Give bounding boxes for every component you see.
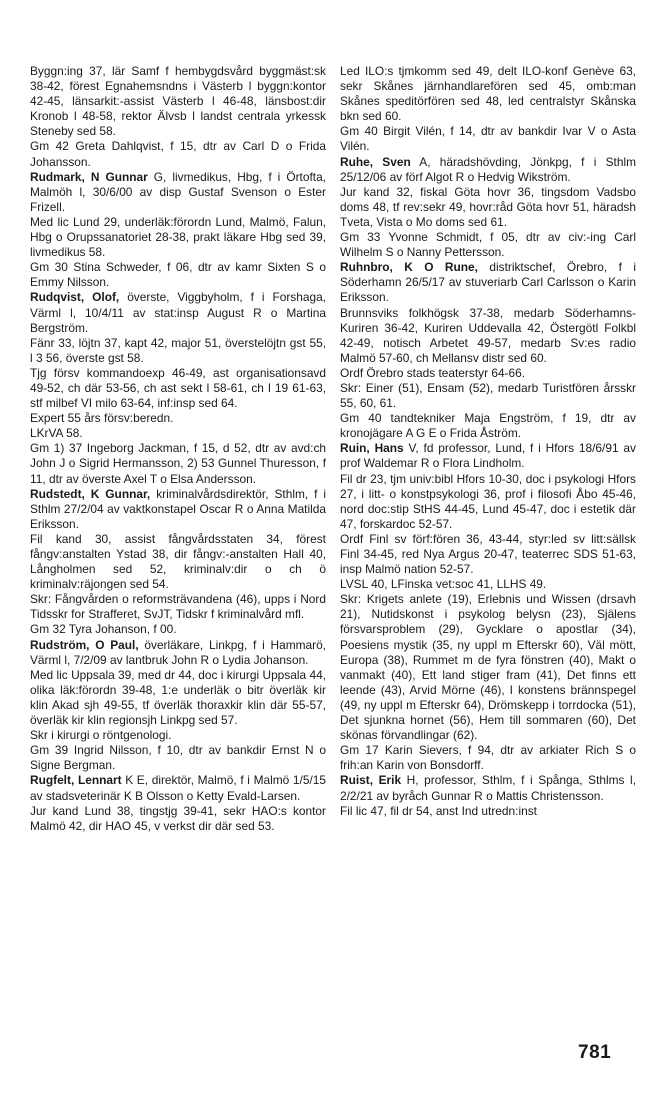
entry-text: LVSL 40, LFinska vet:soc 41, LLHS 49. — [340, 577, 547, 592]
biography-paragraph — [340, 366, 636, 381]
entry-given-name: K O Rune, — [404, 260, 478, 275]
biography-paragraph — [340, 743, 636, 773]
entry-text: Gm 1) 37 Ingeborg Jackman, f 15, d 52, dtr av avd:ch John J o Sigrid Hermansson, 2) 53 Gunnel Thuresson, f 11, dtr av överste Axel T o Elsa Andersson. — [30, 441, 326, 486]
entry-text: Gm 40 Birgit Vilén, f 14, dtr av bankdir Ivar V o Asta Vilén. — [340, 124, 636, 154]
biography-entry-heading-paragraph — [340, 260, 636, 305]
entry-surname: Ruhnbro, — [340, 260, 393, 275]
entry-text: Fänr 33, löjtn 37, kapt 42, major 51, överstelöjtn gst 55, l 3 56, överste gst 58. — [30, 335, 326, 365]
right-column — [340, 64, 636, 819]
entry-given-name: K Gunnar, — [90, 486, 151, 501]
entry-text: överläkare, Linkpg, f i Hammarö, Värml l, 7/2/09 av lantbruk John R o Lydia Johanson. — [30, 637, 326, 667]
entry-text: Led ILO:s tjmkomm sed 49, delt ILO-konf Genève 63, sekr Skånes järnhandlarefören sed 45, omb:man Skånes speditörfören sed 48, led centralstyr Skånska bkn sed 60. — [340, 64, 636, 124]
entry-text: Ordf Finl sv förf:fören 36, 43-44, styr:led sv litt:sällsk Finl 34-45, red Nya Argus 20-47, teaterrec SDS 51-63, insp Malmö nation 52-57. — [340, 531, 636, 577]
entry-text: Skr: Krigets anlete (19), Erlebnis und Wissen (drsavh 21), Nutidskonst i psykolog belysn (23), Själens försvarsproblem (29), Gycklare o apostlar (34), Poesiens mystik (35, ny uppl m Efterskr 60), Väl mött, Europa (38), Rummet m de fyra fönstren (40), Makt o vanmakt (40), Ett land stiger fram (41), Det finns ett leende (43), Arvid Mörne (46), I konstens brännspegel (49, ny uppl m Efterskr 64), Drömskepp i torrdocka (51), Det sjunkna hornet (56), Hem till sommaren (60), Det skönas förvandlingar (62). — [340, 592, 636, 743]
entry-text: Fil lic 47, fil dr 54, anst Ind utredn:inst — [340, 803, 537, 818]
entry-text: Jur kand 32, fiskal Göta hovr 36, tingsdom Vadsbo doms 48, tf rev:sekr 49, hovr:råd Göta hovr 51, häradsh Tveta, Vista o Mo doms sed 61. — [340, 184, 636, 229]
biography-paragraph — [340, 411, 636, 441]
entry-given-name: Lennart — [77, 773, 122, 788]
biography-paragraph — [30, 215, 326, 260]
biography-paragraph — [340, 124, 636, 154]
left-column — [30, 64, 326, 834]
entry-text: Expert 55 års försv:beredn. — [30, 411, 174, 426]
entry-surname: Ruin, — [340, 441, 370, 456]
biography-paragraph — [340, 577, 636, 592]
biography-entry-heading-paragraph — [30, 487, 326, 532]
entry-text: Gm 39 Ingrid Nilsson, f 10, dtr av bankdir Ernst N o Signe Bergman. — [30, 743, 326, 773]
biography-entry-heading-paragraph — [30, 290, 326, 335]
entry-given-name: O Paul, — [95, 637, 139, 652]
entry-text: kriminalvårdsdirektör, Sthlm, f i Sthlm 27/2/04 av vaktkonstapel Oscar R o Anna Matilda Eriksson. — [30, 486, 326, 531]
entry-text: V, fd professor, Lund, f i Hfors 18/6/91 av prof Waldemar R o Flora Lindholm. — [340, 441, 636, 471]
entry-text: Med lic Uppsala 39, med dr 44, doc i kirurgi Uppsala 44, olika läk:förordn 39-48, 1:e underläk o bitr överläk kir klin Akad sjh 49-55, tf överläk thoraxkir klin där 55-57, överläk kir klin regionsjh Linkpg sed 57. — [30, 667, 326, 728]
biography-paragraph — [340, 592, 636, 743]
biography-paragraph — [30, 336, 326, 366]
entry-text: Gm 32 Tyra Johanson, f 00. — [30, 622, 177, 637]
biography-paragraph — [30, 441, 326, 486]
biography-paragraph — [30, 743, 326, 773]
entry-text: Byggn:ing 37, lär Samf f hembygdsvård byggmäst:sk 38-42, förest Egnahemsndns i Västerb l byggn:kontor 42-45, länsarkit:-assist Västerb l 46-48, länsbost:dir Kronob l 48-58, rektor Älvsb l landst centrala yrkessk Steneby sed 58. — [30, 64, 326, 139]
entry-text: överste, Viggbyholm, f i Forshaga, Värml l, 10/4/11 av stat:insp August R o Martina Bergström. — [30, 290, 327, 335]
biography-entry-heading-paragraph — [30, 638, 326, 668]
biography-entry-heading-paragraph — [340, 155, 636, 185]
entry-text: Med lic Lund 29, underläk:förordn Lund, Malmö, Falun, Hbg o Orupssanatoriet 28-38, prakt läkare Hbg sed 39, livmedikus 58. — [30, 214, 326, 260]
biography-paragraph — [30, 139, 326, 169]
entry-surname: Rudström, — [30, 637, 90, 652]
biography-paragraph — [340, 185, 636, 230]
biography-paragraph — [340, 381, 636, 411]
biography-entry-heading-paragraph — [340, 441, 636, 471]
entry-given-name: Hans — [374, 441, 404, 456]
entry-text: Gm 17 Karin Sievers, f 94, dtr av arkiater Rich S o frih:an Karin von Bonsdorff. — [340, 743, 636, 773]
biography-paragraph — [340, 230, 636, 260]
entry-text: K E, direktör, Malmö, f i Malmö 1/5/15 av stadsveterinär K B Olsson o Ketty Evald-Larsen. — [30, 773, 326, 803]
entry-text: H, professor, Sthlm, f i Spånga, Sthlms l, 2/2/21 av byråch Gunnar R o Mattis Christensson. — [340, 773, 636, 803]
biography-entry-heading-paragraph — [30, 170, 326, 215]
biography-paragraph — [340, 804, 636, 819]
entry-text: Gm 30 Stina Schweder, f 06, dtr av kamr Sixten S o Emmy Nilsson. — [30, 260, 326, 290]
entry-text: Ordf Örebro stads teaterstyr 64-66. — [340, 365, 526, 380]
entry-text: Jur kand Lund 38, tingstjg 39-41, sekr HAO:s kontor Malmö 42, dir HAO 45, v verkst dir där sed 53. — [30, 803, 326, 833]
entry-text: distriktschef, Örebro, f i Söderhamn 26/5/17 av stuveriarb Carl Carlsson o Karin Eriksson. — [340, 260, 636, 305]
biography-paragraph — [30, 426, 326, 441]
entry-text: Skr: Einer (51), Ensam (52), medarb Turistfören årsskr 55, 60, 61. — [340, 380, 636, 411]
biography-entry-heading-paragraph — [340, 773, 636, 803]
entry-surname: Ruist, — [340, 773, 374, 788]
entry-text: Brunnsviks folkhögsk 37-38, medarb Söderhamns-Kuriren 36-42, Kuriren Uddevalla 42, Östergötl Folkbl 42-49, notisch Arbetet 49-57, medarb Sv:es radio Malmö 57-60, ch Mellansv distr sed 60. — [340, 305, 636, 365]
biography-paragraph — [340, 306, 636, 366]
entry-text: Tjg försv kommandoexp 46-49, ast organisationsavd 49-52, ch där 53-56, ch ast sekt l 58-61, ch l 19 61-63, stf milbef VI milo 63-64, inf:insp sed 64. — [30, 365, 326, 411]
biography-paragraph — [30, 260, 326, 290]
entry-text: LKrVA 58. — [30, 426, 83, 441]
entry-text: A, häradshövding, Jönkpg, f i Sthlm 25/12/06 av förf Algot R o Hedvig Wikström. — [340, 154, 636, 184]
entry-given-name: Sven — [382, 154, 411, 169]
biography-paragraph — [30, 592, 326, 622]
entry-text: Gm 40 tandtekniker Maja Engström, f 19, dtr av kronojägare A G E o Frida Åström. — [340, 411, 636, 441]
biography-paragraph — [30, 668, 326, 728]
entry-surname: Rudstedt, — [30, 486, 85, 501]
entry-text: Fil kand 30, assist fångvårdsstaten 34, förest fångv:anstalten Ystad 38, dir fångv:-anstalten Hall 40, Långholmen sed 52, kriminalv:dir o ch ö kriminalv:räjongen sed 54. — [30, 531, 326, 592]
entry-surname: Rudmark, — [30, 169, 85, 184]
biography-paragraph — [30, 64, 326, 139]
entry-text: Skr: Fångvården o reformsträvandena (46), upps i Nord Tidsskr for Strafferet, SvJT, Tidskr f kriminalvård mfl. — [30, 592, 326, 622]
biography-paragraph — [30, 804, 326, 834]
biography-paragraph — [30, 728, 326, 743]
entry-text: Gm 42 Greta Dahlqvist, f 15, dtr av Carl D o Frida Johansson. — [30, 139, 326, 169]
biography-entry-heading-paragraph — [30, 773, 326, 803]
entry-given-name: Erik — [378, 773, 402, 788]
biography-paragraph — [30, 411, 326, 426]
biography-paragraph — [30, 622, 326, 637]
entry-surname: Rudqvist, — [30, 290, 85, 305]
entry-text: Gm 33 Yvonne Schmidt, f 05, dtr av civ:-ing Carl Wilhelm S o Nanny Pettersson. — [340, 230, 636, 260]
biography-paragraph — [340, 472, 636, 532]
biography-paragraph — [340, 532, 636, 577]
biography-paragraph — [30, 366, 326, 411]
entry-text: Fil dr 23, tjm univ:bibl Hfors 10-30, doc i psykologi Hfors 27, i litt- o konstpsykologi 36, prof i filosofi Åbo 45-46, nord doc:stip StHS 44-45, Lund 45-47, doc i estetik där 47, forskardoc 52-57. — [340, 471, 636, 531]
entry-surname: Rugfelt, — [30, 773, 75, 788]
page-number: 781 — [578, 1042, 612, 1063]
biography-paragraph — [30, 532, 326, 592]
entry-text: G, livmedikus, Hbg, f i Örtofta, Malmöh l, 30/6/00 av disp Gustaf Svenson o Ester Frizell. — [30, 169, 326, 214]
entry-given-name: N Gunnar — [90, 169, 148, 184]
entry-surname: Ruhe, — [340, 154, 374, 169]
entry-given-name: Olof, — [92, 290, 120, 305]
biography-paragraph — [340, 64, 636, 124]
entry-text: Skr i kirurgi o röntgenologi. — [30, 728, 172, 743]
